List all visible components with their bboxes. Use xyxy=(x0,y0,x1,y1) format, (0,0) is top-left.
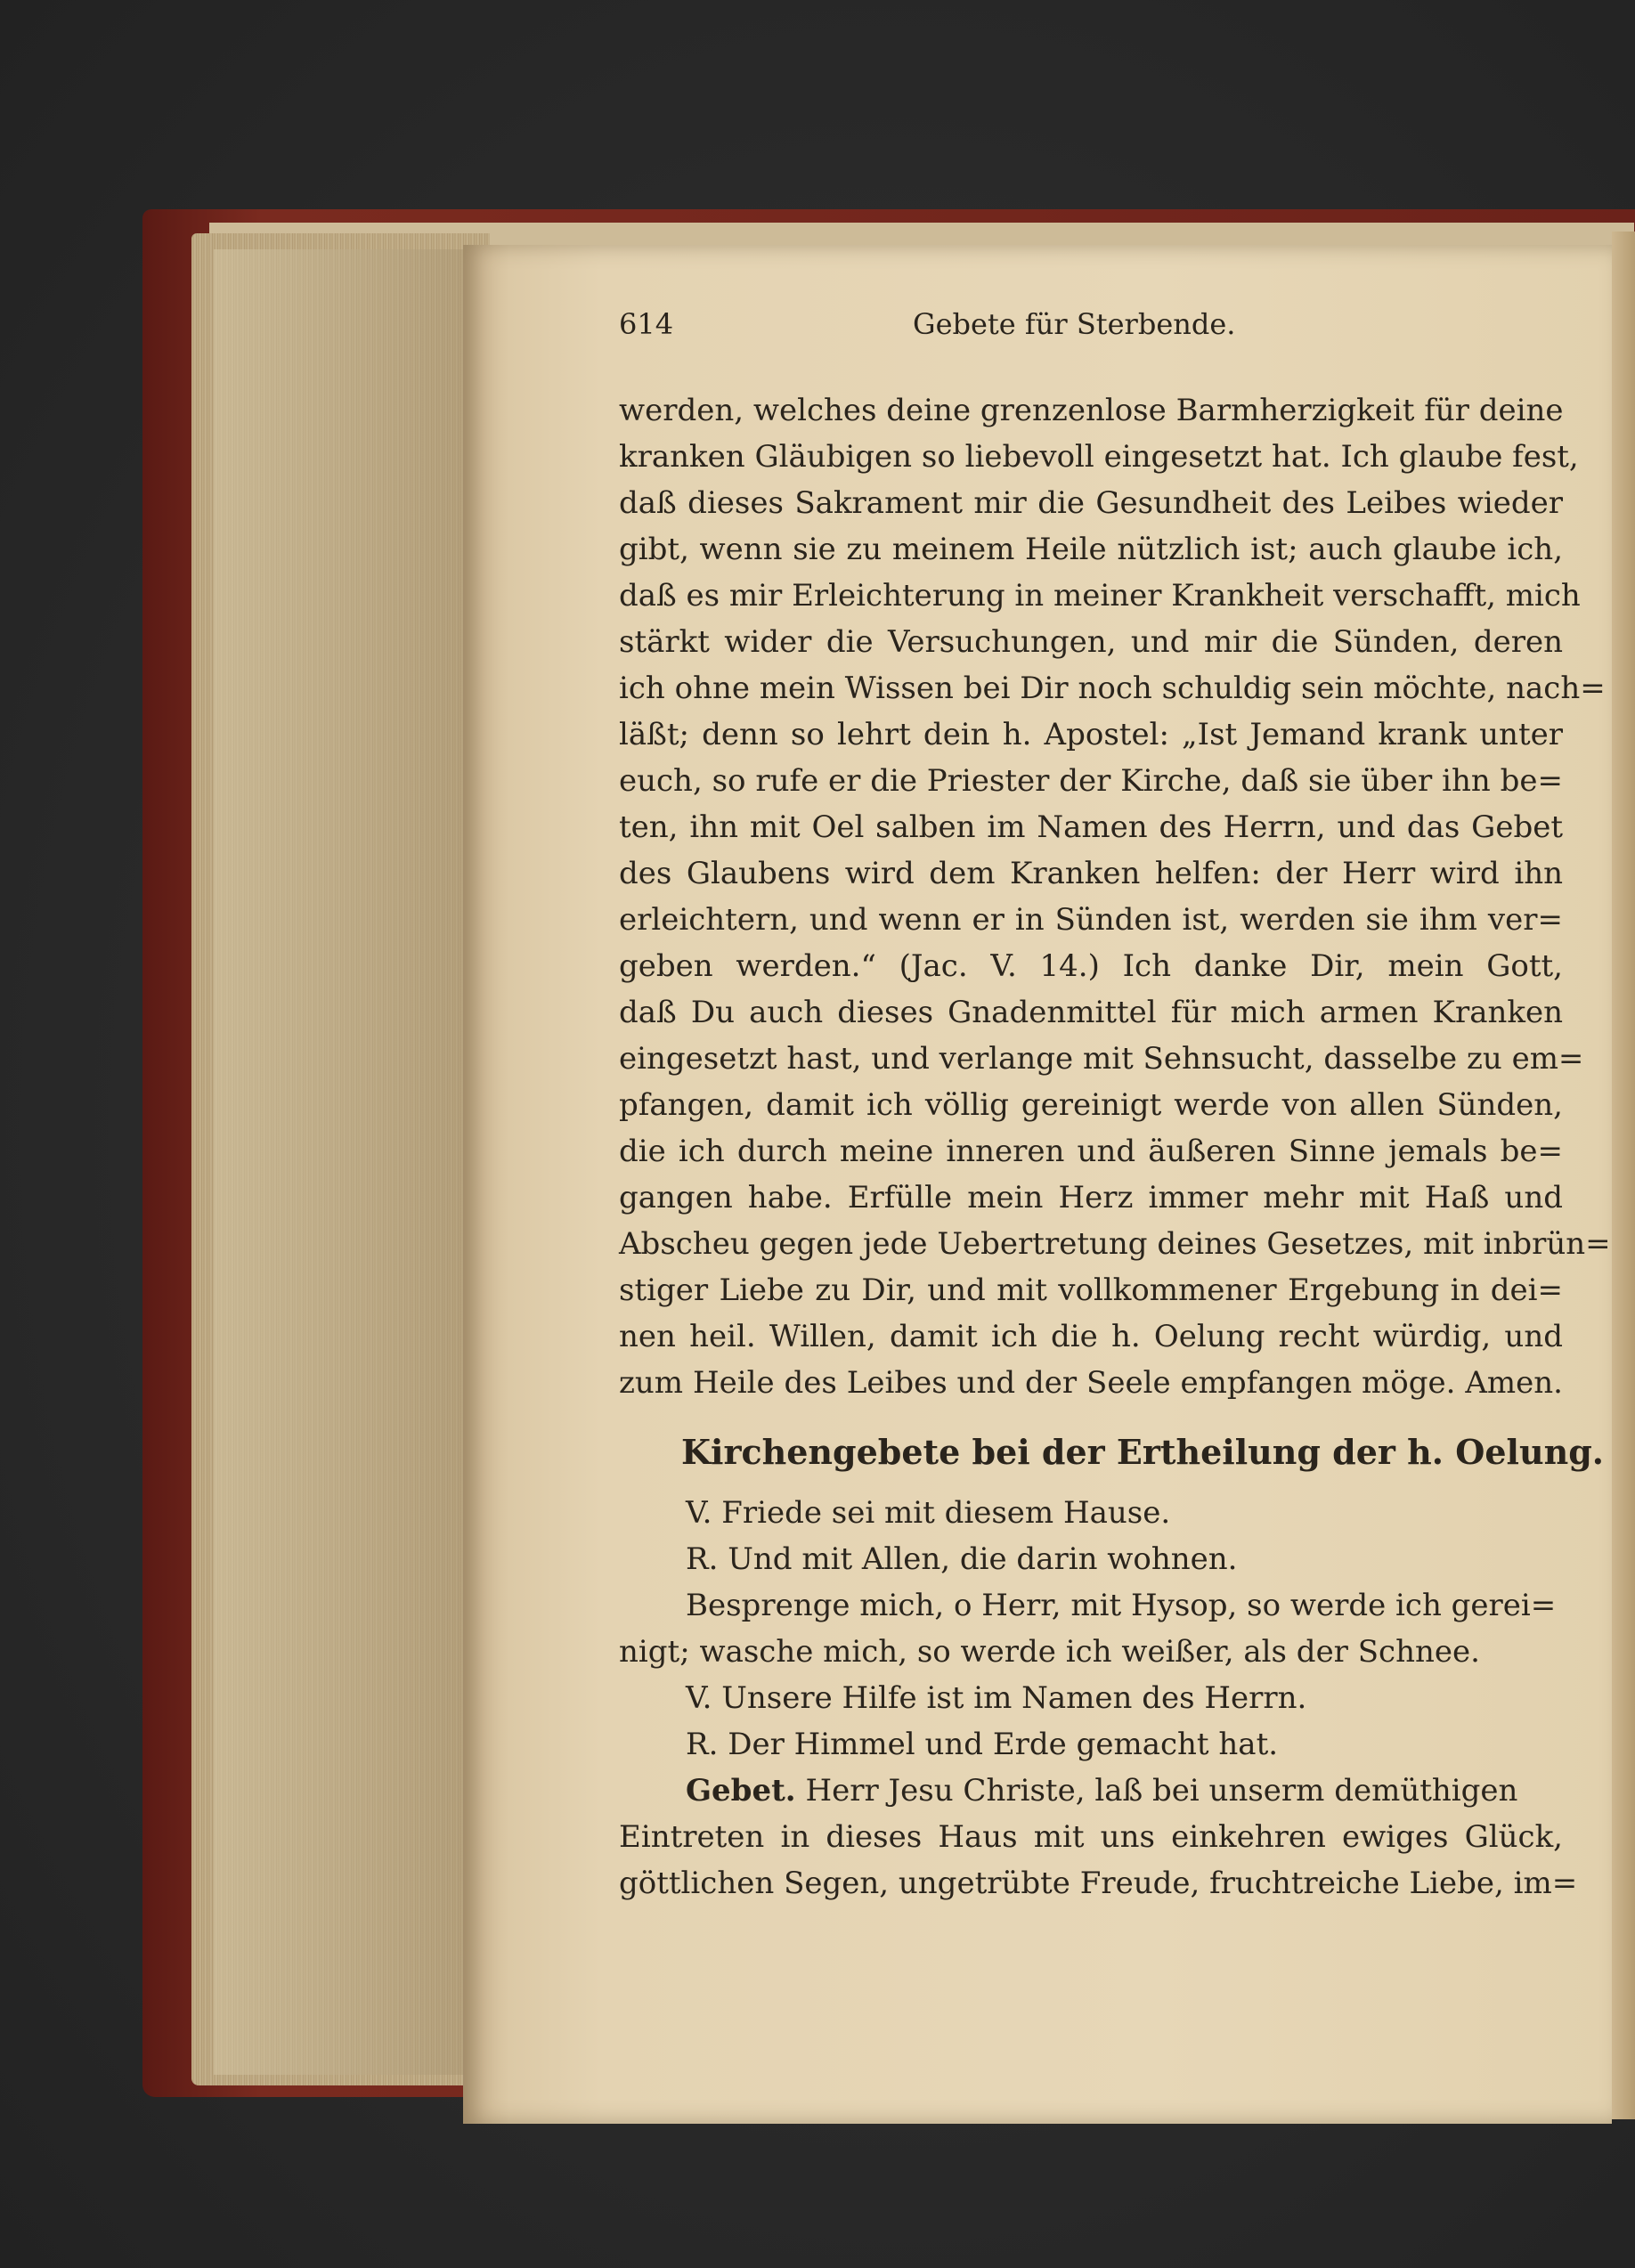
text-line: werden, welches deine grenzenlose Barmherzigkeit für deine xyxy=(619,393,1564,428)
page-text xyxy=(619,307,1611,1906)
text-line: Abscheu gegen jede Uebertretung deines Gesetzes, mit inbrün= xyxy=(619,1226,1611,1262)
prayer-first-line xyxy=(619,1768,1563,1814)
text-line: läßt; denn so lehrt dein h. Apostel: „Ist Jemand krank unter xyxy=(619,717,1563,752)
page-number: 614 xyxy=(619,307,674,341)
text-line: die ich durch meine inneren und äußeren Sinne jemals be= xyxy=(619,1134,1563,1169)
text-line: daß dieses Sakrament mir die Gesundheit des Leibes wieder xyxy=(619,485,1563,521)
prayer-label: Gebet. xyxy=(686,1773,796,1809)
text-line: ich ohne mein Wissen bei Dir noch schuldig sein möchte, nach= xyxy=(619,671,1606,706)
text-line: daß Du auch dieses Gnadenmittel für mich armen Kranken xyxy=(619,995,1563,1030)
text-line: pfangen, damit ich völlig gereinigt werde von allen Sünden, xyxy=(619,1087,1563,1123)
text-line: stärkt wider die Versuchungen, und mir die Sünden, deren xyxy=(619,624,1563,660)
text-line: euch, so rufe er die Priester der Kirche, daß sie über ihn be= xyxy=(619,763,1563,799)
prayer-line: göttlichen Segen, ungetrübte Freude, fruchtreiche Liebe, im= xyxy=(619,1866,1578,1901)
running-title: Gebete für Sterbende. xyxy=(913,307,1236,341)
text-line: erleichtern, und wenn er in Sünden ist, werden sie ihm ver= xyxy=(619,902,1563,938)
text-line: eingesetzt hast, und verlange mit Sehnsucht, dasselbe zu em= xyxy=(619,1041,1584,1077)
text-line: ten, ihn mit Oel salben im Namen des Herrn, und das Gebet xyxy=(619,809,1563,845)
text-line: geben werden.“ (Jac. V. 14.) Ich danke Dir, mein Gott, xyxy=(619,948,1563,984)
text-line: daß es mir Erleichterung in meiner Krankheit verschafft, mich xyxy=(619,578,1581,614)
text-line: gibt, wenn sie zu meinem Heile nützlich ist; auch glaube ich, xyxy=(619,532,1563,567)
section-heading: Kirchengebete bei der Ertheilung der h. Oelung. xyxy=(681,1432,1605,1472)
running-head xyxy=(619,307,1563,361)
response: R. Der Himmel und Erde gemacht hat. xyxy=(686,1727,1279,1762)
versicle: V. Friede sei mit diesem Hause. xyxy=(686,1495,1171,1531)
sprinkle-verse-line: Besprenge mich, o Herr, mit Hysop, so werde ich gerei= xyxy=(686,1588,1557,1623)
sprinkle-verse-line: nigt; wasche mich, so werde ich weißer, als der Schnee. xyxy=(619,1634,1480,1670)
versicle: V. Unsere Hilfe ist im Namen des Herrn. xyxy=(686,1680,1307,1716)
text-line: nen heil. Willen, damit ich die h. Oelung recht würdig, und xyxy=(619,1319,1563,1354)
prayer-line: Eintreten in dieses Haus mit uns einkehren ewiges Glück, xyxy=(619,1819,1563,1855)
response: R. Und mit Allen, die darin wohnen. xyxy=(686,1541,1238,1577)
facing-page-edge xyxy=(1612,232,1635,2119)
text-line: stiger Liebe zu Dir, und mit vollkommener Ergebung in dei= xyxy=(619,1272,1563,1308)
text-line: zum Heile des Leibes und der Seele empfangen möge. Amen. xyxy=(619,1365,1563,1401)
page-block-shade xyxy=(214,249,481,2075)
text-line: des Glaubens wird dem Kranken helfen: der Herr wird ihn xyxy=(619,856,1563,891)
text-line: kranken Gläubigen so liebevoll eingesetzt hat. Ich glaube fest, xyxy=(619,439,1579,475)
prayer-first-line-text: Herr Jesu Christe, laß bei unserm demüthigen xyxy=(805,1773,1518,1809)
text-line: gangen habe. Erfülle mein Herz immer mehr mit Haß und xyxy=(619,1180,1563,1215)
body-paragraph xyxy=(619,387,1611,1406)
